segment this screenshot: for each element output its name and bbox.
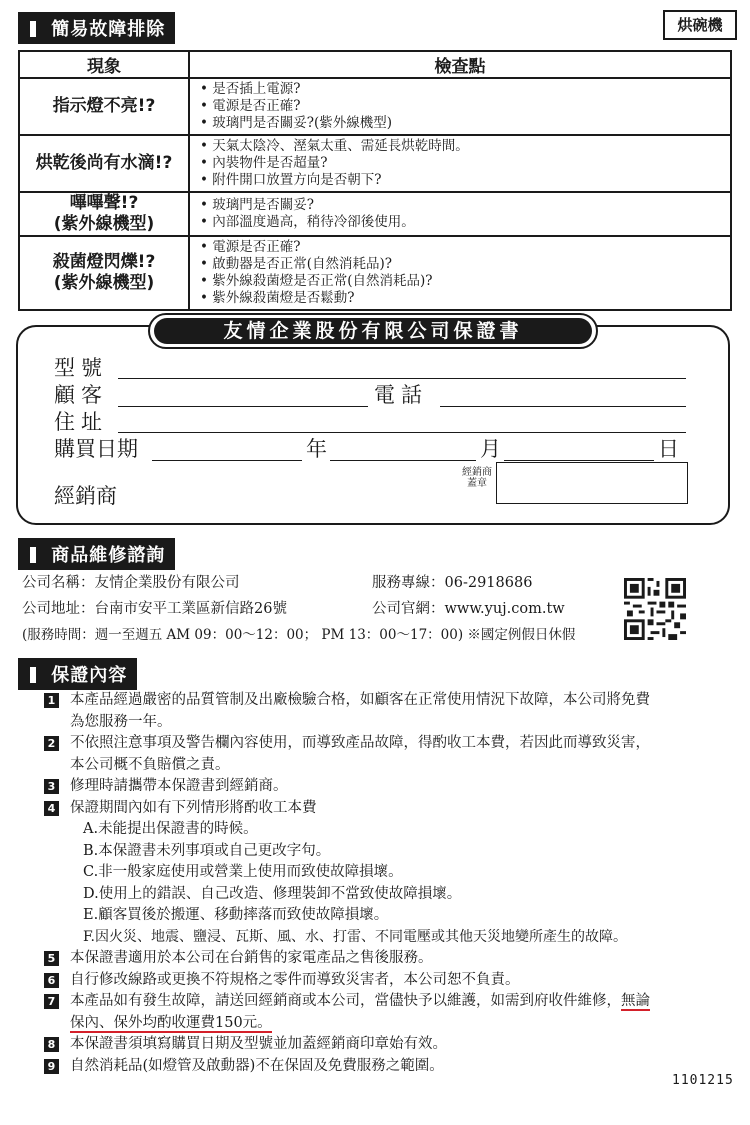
item-text: 本產品如有發生故障，請送回經銷商或本公司，當儘快予以維護，如需到府收件維修， [70,993,621,1009]
check-item: • 內部溫度過高，稍待冷卻後使用。 [200,214,724,231]
item-number: 7 [44,994,59,1009]
check-item: • 電源是否正確? [200,98,724,115]
service-hotline: 服務專線：06-2918686 [372,575,533,591]
warranty-list [20,690,742,1077]
day-label: 日 [658,437,679,461]
item-text: 修理時請攜帶本保證書到經銷商。 [70,778,288,794]
symptom-cell [19,236,189,310]
item-text: 自然消耗品(如燈管及啟動器)不在保固及免費服務之範圍。 [70,1057,444,1074]
item-text: 自行修改線路或更換不符規格之零件而導致災害者，本公司恕不負責。 [70,971,520,988]
document-code: 1101215 [672,1073,734,1088]
dealer-stamp-box [496,462,688,504]
phone-label: 電話 [374,383,428,407]
symptom-cell [19,78,189,135]
item-number: 9 [44,1059,59,1074]
item-number: 8 [44,1037,59,1052]
symptom-text: 烘乾後尚有水滴!? [35,153,173,173]
address-field[interactable] [118,410,686,433]
check-cell [189,135,731,192]
warranty-card-title-frame [148,313,598,349]
check-item: • 紫外線殺菌燈是否正常(自然消耗品)? [200,273,724,290]
address-label: 住址 [54,410,108,434]
qr-code-icon[interactable] [624,578,686,640]
item-text: 保證期間內如有下列情形將酌收工本費 [70,799,317,816]
repair-title-text: 商品維修諮詢 [51,545,166,566]
warranty-card-title: 友情企業股份有限公司保證書 [154,318,592,344]
item-number: 1 [44,693,59,708]
sub-item: B.本保證書未列事項或自己更改字句。 [83,842,331,859]
check-item: • 紫外線殺菌燈是否鬆動? [200,290,724,307]
section-title-repair [18,538,175,570]
check-cell [189,78,731,135]
year-field[interactable] [152,438,302,461]
company-website[interactable]: 公司官網：www.yuj.com.tw [372,601,565,617]
table-row [19,192,731,236]
company-address: 公司地址：台南市安平工業區新信路26號 [22,601,287,617]
customer-field[interactable] [118,384,368,407]
item-number: 4 [44,801,59,816]
item-text-cont: 為您服務一年。 [70,713,172,730]
day-field[interactable] [504,438,654,461]
check-item: • 啟動器是否正常(自然消耗品)? [200,256,724,273]
list-item [20,690,742,733]
purchase-date-label: 購買日期 [54,437,138,461]
symptom-text: (紫外線機型) [53,214,155,234]
list-item [20,1056,742,1078]
warranty-title-text: 保證內容 [51,665,128,686]
symptom-text: 嗶嗶聲!? [69,193,139,213]
table-header-row [19,51,731,78]
month-label: 月 [480,437,501,461]
item-number: 2 [44,736,59,751]
highlight-text: 無論 [621,993,650,1009]
list-item [20,948,742,970]
service-hours: (服務時間：週一至週五 AM 09：00～12：00； PM 13：00～17：00) ※國定例假日休假 [22,627,576,643]
model-label: 型號 [54,356,108,380]
troubleshoot-title-text: 簡易故障排除 [51,19,166,40]
list-item [20,798,742,820]
table-row [19,236,731,310]
symptom-text: (紫外線機型) [53,273,155,293]
list-item [20,970,742,992]
item-text-cont: 本公司概不負賠償之責。 [70,756,230,773]
item-number: 5 [44,951,59,966]
company-name: 公司名稱：友情企業股份有限公司 [22,575,240,591]
check-item: • 附件開口放置方向是否朝下? [200,172,724,189]
check-item: • 天氣太陰冷、溼氣太重、需延長烘乾時間。 [200,138,724,155]
phone-field[interactable] [440,384,686,407]
year-label: 年 [306,437,327,461]
sub-item: C.非一般家庭使用或營業上使用而致使故障損壞。 [83,864,403,880]
highlight-text: 保內、保外均酌收運費150元。 [70,1014,272,1031]
stamp-label: 經銷商蓋章 [462,467,492,489]
symptom-cell [19,135,189,192]
symptom-cell [19,192,189,236]
check-item: • 玻璃門是否關妥? [200,197,724,214]
list-item [20,1034,742,1056]
list-item [20,991,742,1034]
customer-label: 顧客 [54,383,108,407]
item-text: 本保證書適用於本公司在台銷售的家電產品之售後服務。 [70,950,433,966]
model-field[interactable] [118,356,686,379]
check-item: • 是否插上電源? [200,81,724,98]
item-text: 本保證書須填寫購買日期及型號並加蓋經銷商印章始有效。 [70,1036,447,1052]
table-row [19,135,731,192]
check-cell [189,236,731,310]
col-symptom: 現象 [19,51,189,78]
troubleshoot-table [18,50,732,311]
item-number: 3 [44,779,59,794]
table-row [19,78,731,135]
list-item [20,733,742,776]
section-title-warranty [18,658,137,690]
sub-item: D.使用上的錯誤、自己改造、修理裝卸不當致使故障損壞。 [83,885,462,902]
check-item: • 玻璃門是否關妥?(紫外線機型) [200,115,724,132]
symptom-text: 指示燈不亮!? [52,96,156,116]
dealer-label: 經銷商 [54,484,117,508]
sub-item: E.顧客買後於搬運、移動摔落而致使故障損壞。 [83,907,389,923]
check-item: • 內裝物件是否超量? [200,155,724,172]
col-check: 檢查點 [189,51,731,78]
product-tag: 烘碗機 [663,10,737,40]
section-title-troubleshoot [18,12,175,44]
check-item: • 電源是否正確? [200,239,724,256]
month-field[interactable] [330,438,476,461]
sub-item: F.因火災、地震、鹽浸、瓦斯、風、水、打雷、不同電壓或其他天災地變所產生的故障。 [83,928,627,945]
sub-item: A.未能提出保證書的時候。 [83,821,258,837]
check-cell [189,192,731,236]
item-text: 本產品經過嚴密的品質管制及出廠檢驗合格，如顧客在正常使用情況下故障，本公司將免費 [70,692,650,708]
item-text: 不依照注意事項及警告欄內容使用，而導致產品故障，得酌收工本費，若因此而導致災害， [70,735,650,751]
item-number: 6 [44,973,59,988]
list-item [20,776,742,798]
symptom-text: 殺菌燈閃爍!? [52,252,156,272]
